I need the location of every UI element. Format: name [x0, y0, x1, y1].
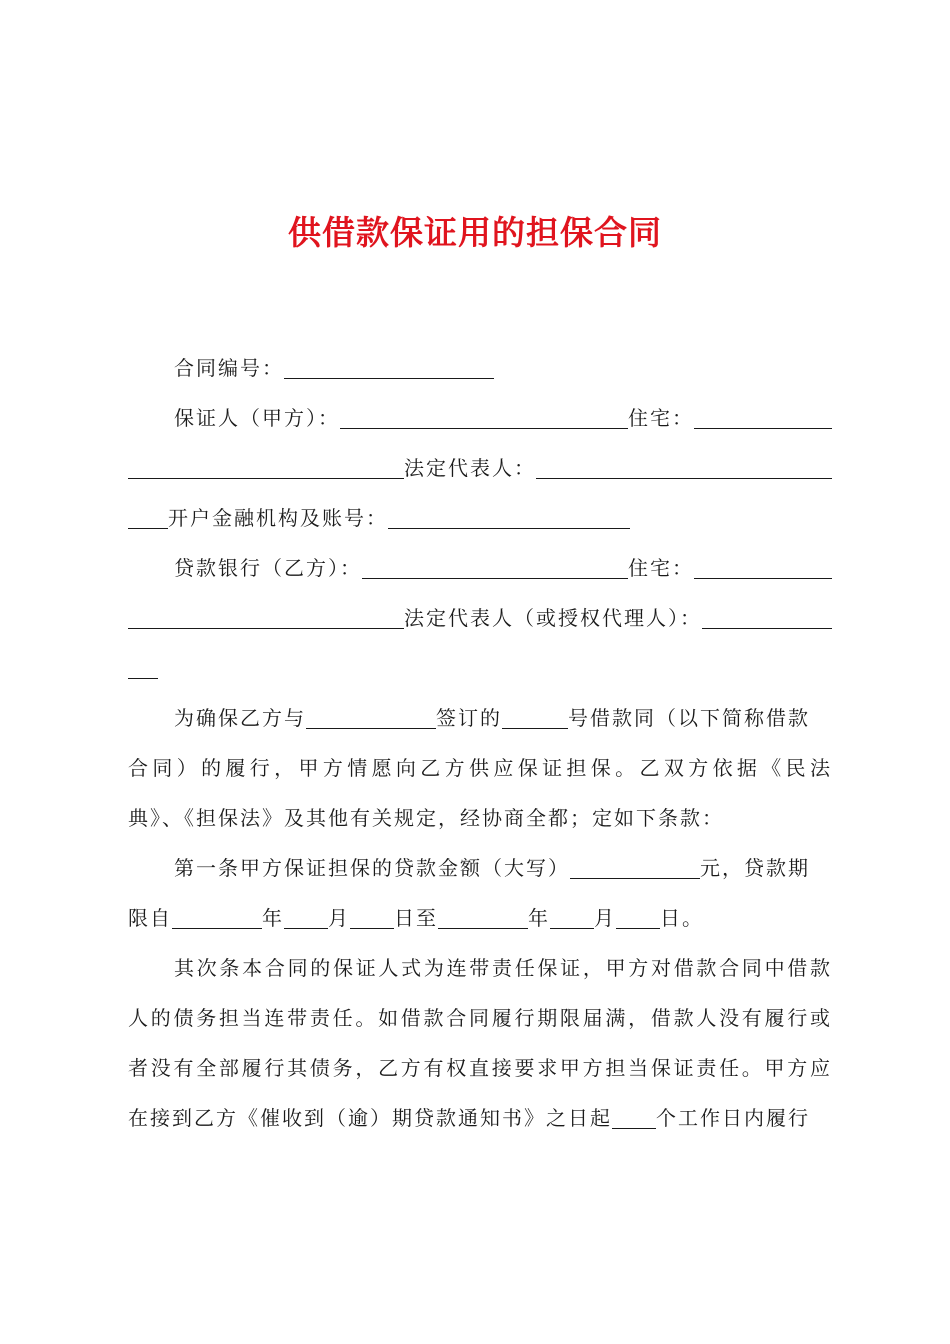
end-year-blank[interactable] [438, 908, 528, 929]
end-month-blank[interactable] [550, 908, 594, 929]
lender-rep-line [128, 593, 832, 643]
residence-blank-1b[interactable] [128, 458, 404, 479]
article-2-line-1: 其次条本合同的保证人式为连带责任保证，甲方对借款合同中借款 [174, 956, 832, 980]
period-from-label: 限自 [128, 906, 172, 930]
contract-number-line [128, 343, 832, 393]
contract-body [128, 343, 832, 1143]
article-2-line-2: 人的债务担当连带责任。如借款合同履行期限届满，借款人没有履行或 [128, 1006, 832, 1030]
article-1-text-a: 第一条甲方保证担保的贷款金额（大写） [174, 856, 570, 880]
intro-line-3: 典》、《担保法》及其他有关规定，经协商全都；定如下条款： [128, 806, 724, 830]
legal-rep-blank-2a[interactable] [702, 608, 832, 629]
intro-line-1 [128, 693, 832, 743]
guarantor-blank[interactable] [340, 408, 628, 429]
article-2-text-a: 在接到乙方《催收到（逾）期贷款通知书》之日起 [128, 1106, 612, 1130]
article-1-line-2 [128, 893, 832, 943]
lender-blank[interactable] [362, 558, 628, 579]
residence-blank-2a[interactable] [694, 558, 832, 579]
end-day-blank[interactable] [616, 908, 660, 929]
end-day-label: 日。 [660, 906, 704, 930]
residence-blank-2b[interactable] [128, 608, 404, 629]
lender-rep-cont-line [128, 643, 832, 693]
end-month-label: 月 [594, 906, 616, 930]
article-1-text-b: 元，贷款期 [700, 856, 810, 880]
lender-line [128, 543, 832, 593]
intro-line-2: 合同）的履行，甲方情愿向乙方供应保证担保。乙双方依据《民法 [128, 756, 832, 780]
legal-rep-blank-2b[interactable] [128, 658, 158, 679]
start-month-blank[interactable] [284, 908, 328, 929]
bank-account-blank[interactable] [388, 508, 630, 529]
document-title: 供借款保证用的担保合同 [288, 213, 662, 252]
article-2-line-3: 者没有全部履行其债务，乙方有权直接要求甲方担当保证责任。甲方应 [128, 1056, 832, 1080]
start-year-label: 年 [262, 906, 284, 930]
legal-rep-label-1: 法定代表人： [404, 456, 536, 480]
bank-account-line [128, 493, 832, 543]
intro-contract-no-blank[interactable] [502, 708, 568, 729]
legal-rep-blank-1b[interactable] [128, 508, 168, 529]
end-year-label: 年 [528, 906, 550, 930]
start-day-blank[interactable] [350, 908, 394, 929]
article-1-line-1 [128, 843, 832, 893]
intro-text-c: 号借款同（以下简称借款 [568, 706, 810, 730]
start-month-label: 月 [328, 906, 350, 930]
loan-amount-blank[interactable] [570, 858, 700, 879]
guarantor-line [128, 393, 832, 443]
legal-rep-blank-1a[interactable] [536, 458, 832, 479]
legal-rep-label-2: 法定代表人（或授权代理人）： [404, 606, 702, 630]
guarantor-label: 保证人（甲方）： [174, 406, 340, 430]
bank-account-label: 开户金融机构及账号： [168, 506, 388, 530]
contract-number-label: 合同编号： [174, 356, 284, 380]
article-2-line-4 [128, 1093, 832, 1143]
intro-text-b: 签订的 [436, 706, 502, 730]
residence-label-2: 住宅： [628, 556, 694, 580]
residence-label-1: 住宅： [628, 406, 694, 430]
working-days-blank[interactable] [612, 1108, 656, 1129]
intro-party-blank[interactable] [306, 708, 436, 729]
residence-blank-1a[interactable] [694, 408, 832, 429]
intro-text-a: 为确保乙方与 [174, 706, 306, 730]
start-year-blank[interactable] [172, 908, 262, 929]
start-day-label: 日至 [394, 906, 438, 930]
lender-label: 贷款银行（乙方）： [174, 556, 362, 580]
article-2-text-b: 个工作日内履行 [656, 1106, 810, 1130]
contract-number-blank[interactable] [284, 358, 494, 379]
guarantor-rep-line [128, 443, 832, 493]
